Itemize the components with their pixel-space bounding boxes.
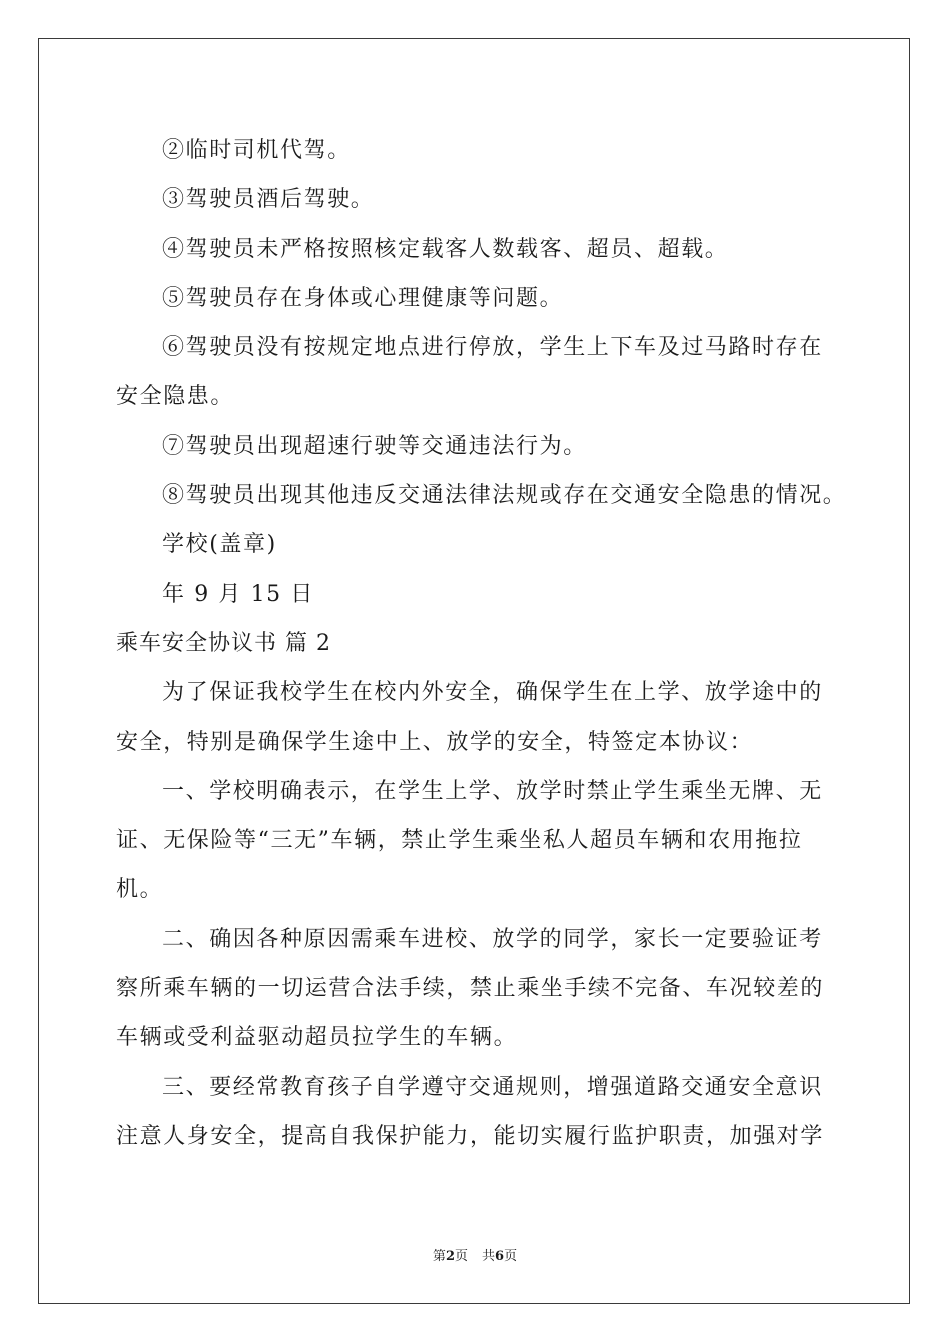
list-item-6-continued: 安全隐患。 [116, 384, 235, 410]
list-item-5: ⑤驾驶员存在身体或心理健康等问题。 [162, 285, 564, 311]
clause-1-line-3: 机。 [116, 877, 164, 903]
page-footer [0, 1248, 950, 1266]
section-heading: 乘车安全协议书 篇 2 [116, 630, 331, 656]
total-pages: 6 [495, 1249, 505, 1264]
document-body [116, 126, 846, 1161]
paragraph-intro-line-1: 为了保证我校学生在校内外安全，确保学生在上学、放学途中的 [162, 680, 823, 706]
clause-3-line-2: 注意人身安全，提高自我保护能力，能切实履行监护职责，加强对学 [116, 1123, 825, 1149]
date-line: 年 9 月 15 日 [162, 581, 314, 607]
clause-2-line-2: 察所乘车辆的一切运营合法手续，禁止乘坐手续不完备、车况较差的 [116, 976, 825, 1002]
page-number: 2 [445, 1249, 455, 1264]
list-item-3: ③驾驶员酒后驾驶。 [162, 187, 375, 213]
clause-1-line-1: 一、学校明确表示，在学生上学、放学时禁止学生乘坐无牌、无 [162, 778, 823, 804]
list-item-4: ④驾驶员未严格按照核定载客人数载客、超员、超载。 [162, 236, 729, 262]
list-item-6: ⑥驾驶员没有按规定地点进行停放，学生上下车及过马路时存在 [162, 335, 823, 361]
list-item-8: ⑧驾驶员出现其他违反交通法律法规或存在交通安全隐患的情况。 [162, 483, 847, 509]
paragraph-intro-line-2: 安全，特别是确保学生途中上、放学的安全，特签定本协议： [116, 729, 754, 755]
total-prefix: 共 [482, 1249, 496, 1264]
page-suffix: 页 [454, 1249, 468, 1264]
clause-1-line-2: 证、无保险等“三无”车辆，禁止学生乘坐私人超员车辆和农用拖拉 [116, 828, 803, 854]
clause-2-line-1: 二、确因各种原因需乘车进校、放学的同学，家长一定要验证考 [162, 926, 823, 952]
school-seal-line: 学校(盖章) [162, 532, 277, 558]
clause-2-line-3: 车辆或受利益驱动超员拉学生的车辆。 [116, 1025, 518, 1051]
clause-3-line-1: 三、要经常教育孩子自学遵守交通规则，增强道路交通安全意识 [162, 1074, 823, 1100]
list-item-7: ⑦驾驶员出现超速行驶等交通违法行为。 [162, 433, 587, 459]
total-suffix: 页 [504, 1249, 518, 1264]
list-item-2: ②临时司机代驾。 [162, 138, 351, 163]
page-prefix: 第 [432, 1249, 446, 1264]
